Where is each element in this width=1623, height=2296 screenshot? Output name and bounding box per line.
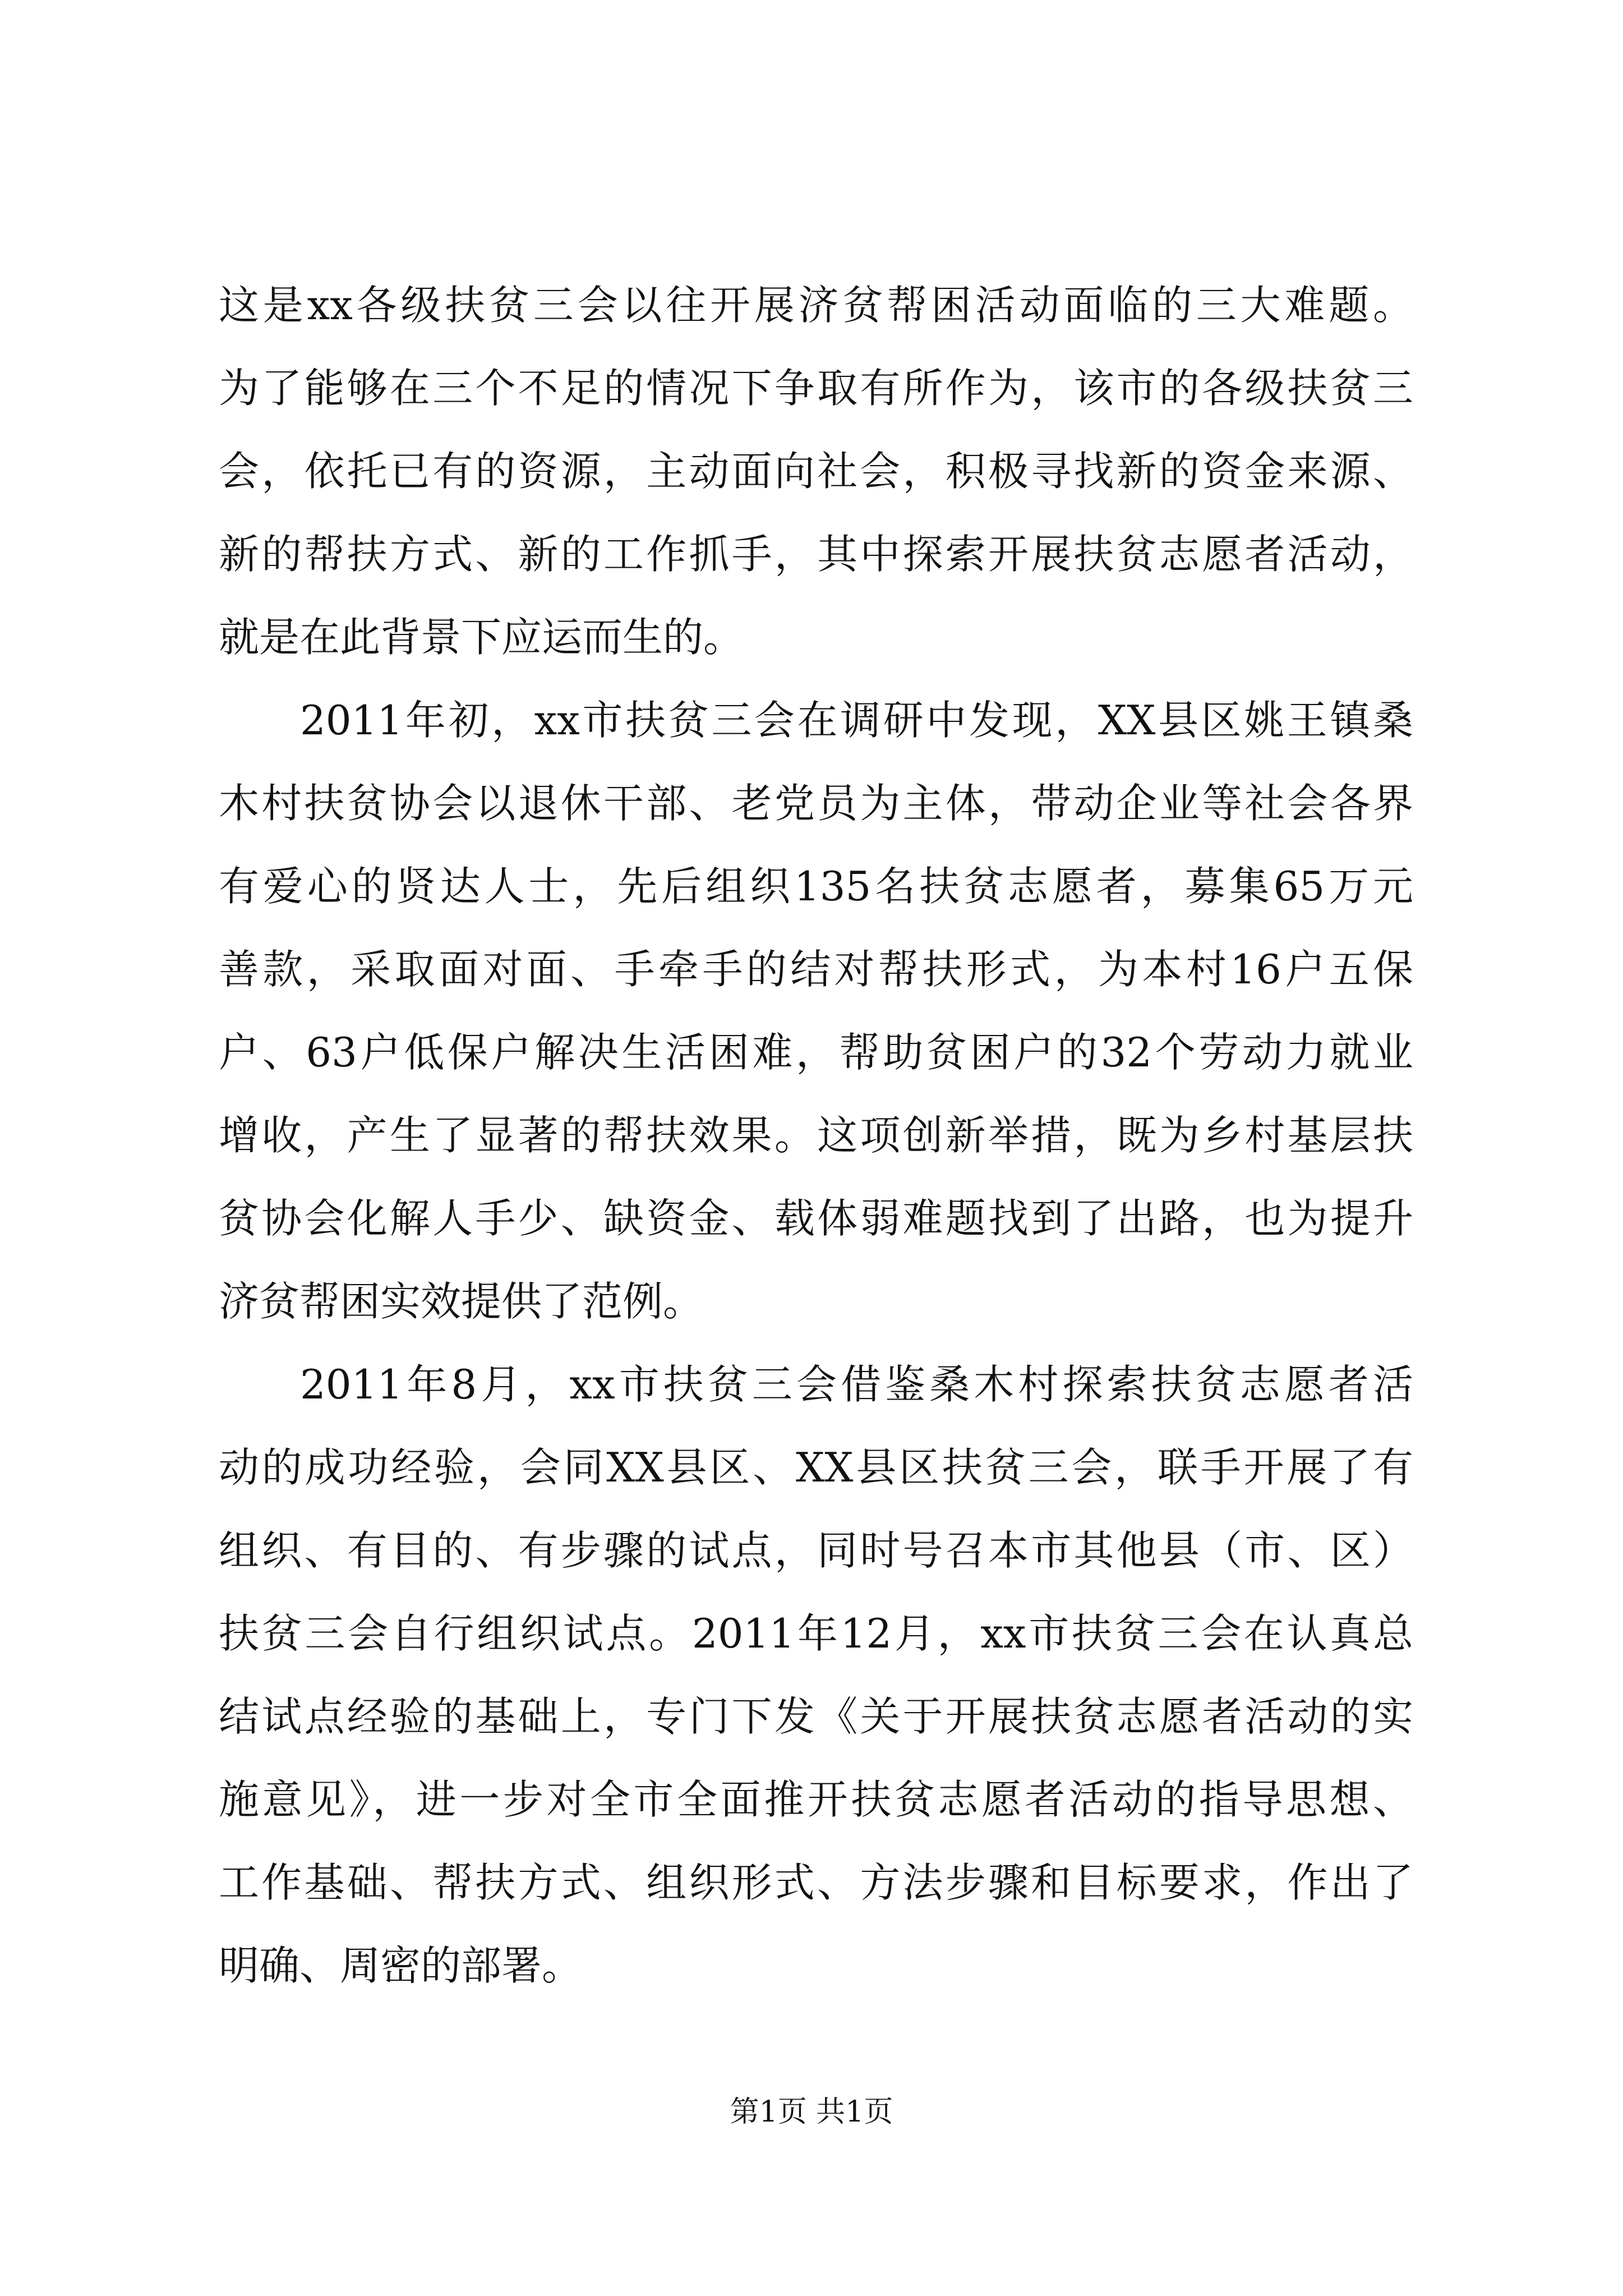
text-line: 明确、周密的部署。: [219, 1942, 583, 1989]
text-line: 组织、有目的、有步骤的试点，同时号召本市其他县（市、区）: [219, 1527, 1413, 1574]
text-line: 施意见》，进一步对全市全面推开扶贫志愿者活动的指导思想、: [219, 1776, 1413, 1823]
text-line: 木村扶贫协会以退休干部、老党员为主体，带动企业等社会各界: [219, 780, 1413, 827]
text-line: 新的帮扶方式、新的工作抓手，其中探索开展扶贫志愿者活动，: [219, 531, 1413, 578]
text-line: 贫协会化解人手少、缺资金、载体弱难题找到了出路，也为提升: [219, 1195, 1413, 1242]
text-line: 有爱心的贤达人士，先后组织135名扶贫志愿者，募集65万元: [219, 863, 1413, 910]
text-line: 结试点经验的基础上，专门下发《关于开展扶贫志愿者活动的实: [219, 1693, 1413, 1740]
text-line: 2011年初，xx市扶贫三会在调研中发现，XX县区姚王镇桑: [300, 697, 1413, 744]
text-line: 会，依托已有的资源，主动面向社会，积极寻找新的资金来源、: [219, 448, 1413, 495]
text-line: 增收，产生了显著的帮扶效果。这项创新举措，既为乡村基层扶: [219, 1112, 1413, 1159]
text-line: 2011年8月，xx市扶贫三会借鉴桑木村探索扶贫志愿者活: [300, 1361, 1413, 1408]
document-body: [219, 264, 1413, 2007]
page-footer: 第1页 共1页: [730, 2095, 893, 2129]
text-line: 就是在此背景下应运而生的。: [219, 614, 744, 661]
text-line: 扶贫三会自行组织试点。2011年12月，xx市扶贫三会在认真总: [219, 1610, 1413, 1657]
text-line: 济贫帮困实效提供了范例。: [219, 1278, 704, 1325]
text-line: 工作基础、帮扶方式、组织形式、方法步骤和目标要求，作出了: [219, 1859, 1413, 1906]
text-line: 为了能够在三个不足的情况下争取有所作为，该市的各级扶贫三: [219, 365, 1413, 412]
text-line: 这是xx各级扶贫三会以往开展济贫帮困活动面临的三大难题。: [219, 282, 1413, 329]
text-line: 善款，采取面对面、手牵手的结对帮扶形式，为本村16户五保: [219, 946, 1413, 993]
text-line: 户、63户低保户解决生活困难，帮助贫困户的32个劳动力就业: [219, 1029, 1413, 1076]
text-line: 动的成功经验，会同XX县区、XX县区扶贫三会，联手开展了有: [219, 1444, 1413, 1491]
